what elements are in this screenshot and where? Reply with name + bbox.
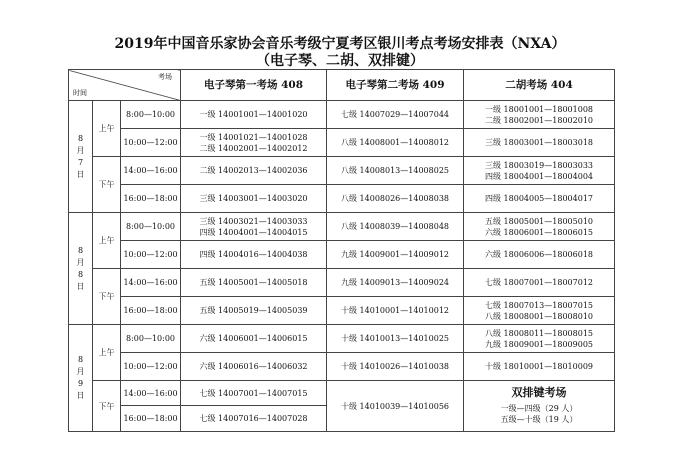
hall-404-cell: 七级 18007001—18007012 bbox=[464, 269, 615, 297]
page-title: 2019年中国音乐家协会音乐考级宁夏考区银川考点考场安排表（NXA） bbox=[114, 36, 566, 52]
time-slot: 10:00—12:00 bbox=[121, 129, 181, 157]
hall-404-cell: 三级 18003001—18003018 bbox=[464, 129, 615, 157]
room-label: 考场 bbox=[158, 73, 173, 81]
date-cell-aug-9: 8 月 9 日 bbox=[69, 325, 93, 432]
time-slot: 8:00—10:00 bbox=[121, 325, 181, 353]
hall-409-header: 电子琴第二考场 409 bbox=[327, 70, 464, 101]
hall-408-cell: 七级 14007016—14007028 bbox=[181, 406, 327, 432]
hall-408-cell: 一级 14001021—14001028 二级 14002001—14002012 bbox=[181, 129, 327, 157]
time-slot: 16:00—18:00 bbox=[121, 406, 181, 432]
am-label: 上午 bbox=[93, 325, 121, 381]
hall-409-cell: 八级 14008001—14008012 bbox=[327, 129, 464, 157]
hall-404-cell: 十级 18010001—18010009 bbox=[464, 353, 615, 381]
pm-label: 下午 bbox=[93, 157, 121, 213]
hall-409-cell: 十级 14010026—14010038 bbox=[327, 353, 464, 381]
table-row bbox=[69, 101, 615, 129]
hall-409-cell: 八级 14008013—14008025 bbox=[327, 157, 464, 185]
header-row bbox=[69, 70, 615, 101]
time-slot: 14:00—16:00 bbox=[121, 381, 181, 406]
pm-label: 下午 bbox=[93, 381, 121, 432]
table-row bbox=[69, 269, 615, 297]
hall-404-cell: 六级 18006006—18006018 bbox=[464, 241, 615, 269]
table-row bbox=[69, 241, 615, 269]
hall-408-cell: 一级 14001001—14001020 bbox=[181, 101, 327, 129]
time-label: 时间 bbox=[73, 89, 87, 97]
time-slot: 14:00—16:00 bbox=[121, 157, 181, 185]
date-cell-aug-7: 8 月 7 日 bbox=[69, 101, 93, 213]
hall-404-cell: 一级 18001001—18001008 二级 18002001—18002010 bbox=[464, 101, 615, 129]
time-slot: 10:00—12:00 bbox=[121, 353, 181, 381]
hall-409-cell: 十级 14010013—14010025 bbox=[327, 325, 464, 353]
hall-409-cell: 九级 14009013—14009024 bbox=[327, 269, 464, 297]
hall-408-cell: 六级 14006001—14006015 bbox=[181, 325, 327, 353]
table-row bbox=[69, 353, 615, 381]
hall-408-cell: 三级 14003001—14003020 bbox=[181, 185, 327, 213]
hall-408-cell: 五级 14005001—14005018 bbox=[181, 269, 327, 297]
hall-404-header: 二胡考场 404 bbox=[464, 70, 615, 101]
hall-409-cell-merged: 十级 14010039—14010056 bbox=[327, 381, 464, 432]
header-diagonal-cell bbox=[69, 70, 181, 101]
hall-409-cell: 九级 14009001—14009012 bbox=[327, 241, 464, 269]
schedule-table bbox=[68, 69, 615, 432]
table-row bbox=[69, 325, 615, 353]
hall-404-cell: 五级 18005001—18005010 六级 18006001—18006015 bbox=[464, 213, 615, 241]
time-slot: 16:00—18:00 bbox=[121, 185, 181, 213]
page-subtitle: （电子琴、二胡、双排键） bbox=[256, 53, 424, 69]
hall-404-cell: 三级 18003019—18003033 四级 18004001—18004004 bbox=[464, 157, 615, 185]
time-slot: 16:00—18:00 bbox=[121, 297, 181, 325]
hall-408-cell: 三级 14003021—14003033 四级 14004001—14004015 bbox=[181, 213, 327, 241]
hall-404-cell: 八级 18008011—18008015 九级 18009001—18009005 bbox=[464, 325, 615, 353]
am-label: 上午 bbox=[93, 101, 121, 157]
time-slot: 8:00—10:00 bbox=[121, 101, 181, 129]
pm-label: 下午 bbox=[93, 269, 121, 325]
table-row bbox=[69, 297, 615, 325]
hall-409-cell: 七级 14007029—14007044 bbox=[327, 101, 464, 129]
hall-408-cell: 五级 14005019—14005039 bbox=[181, 297, 327, 325]
table-row bbox=[69, 185, 615, 213]
hall-408-cell: 七级 14007001—14007015 bbox=[181, 381, 327, 406]
hall-408-cell: 六级 14006016—14006032 bbox=[181, 353, 327, 381]
date-cell-aug-8: 8 月 8 日 bbox=[69, 213, 93, 325]
table-row bbox=[69, 129, 615, 157]
hall-408-cell: 四级 14004016—14004038 bbox=[181, 241, 327, 269]
hall-404-cell: 七级 18007013—18007015 八级 18008001—18008010 bbox=[464, 297, 615, 325]
hall-408-header: 电子琴第一考场 408 bbox=[181, 70, 327, 101]
table-row bbox=[69, 381, 615, 406]
am-label: 上午 bbox=[93, 213, 121, 269]
hall-409-cell: 十级 14010001—14010012 bbox=[327, 297, 464, 325]
hall-409-cell: 八级 14008039—14008048 bbox=[327, 213, 464, 241]
table-row bbox=[69, 157, 615, 185]
hall-409-cell: 八级 14008026—14008038 bbox=[327, 185, 464, 213]
table-row bbox=[69, 213, 615, 241]
time-slot: 14:00—16:00 bbox=[121, 269, 181, 297]
time-slot: 10:00—12:00 bbox=[121, 241, 181, 269]
keyboard-hall-cell: 双排键考场 一级—四级（29 人） 五级—十级（19 人） bbox=[464, 381, 615, 432]
hall-404-cell: 四级 18004005—18004017 bbox=[464, 185, 615, 213]
hall-408-cell: 二级 14002013—14002036 bbox=[181, 157, 327, 185]
keyboard-hall-title: 双排键考场 bbox=[511, 386, 567, 399]
time-slot: 8:00—10:00 bbox=[121, 213, 181, 241]
